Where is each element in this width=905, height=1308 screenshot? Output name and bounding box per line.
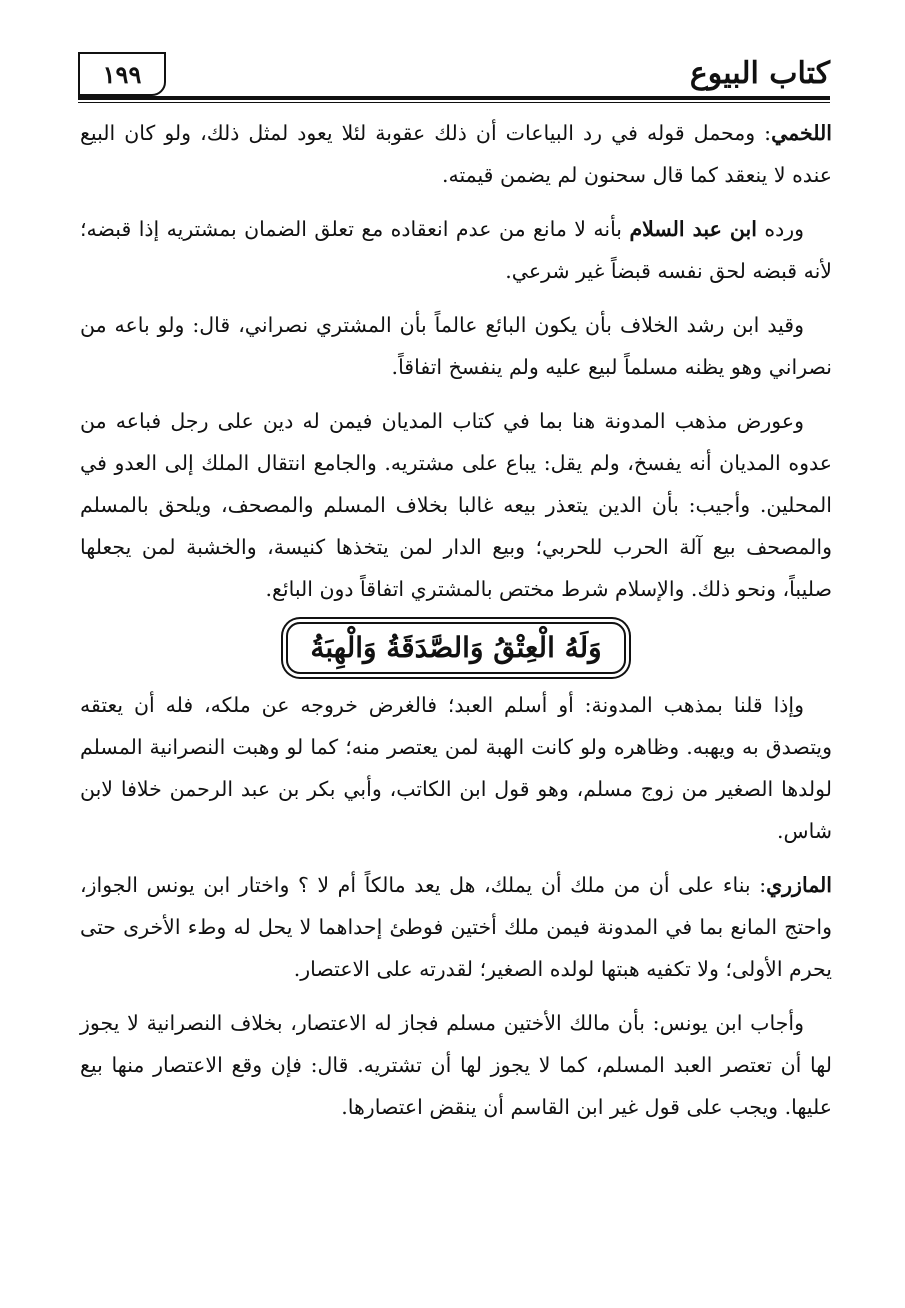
running-title: كتاب البيوع: [689, 56, 830, 91]
paragraph-text: ورده: [756, 217, 805, 241]
paragraph-mudawwana: [80, 684, 832, 852]
scholar-name: ابن عبد السلام: [629, 217, 757, 241]
page-number: ١٩٩: [78, 52, 166, 96]
paragraph-text: : بناء على أن من ملك أن يملك، هل يعد مالكاً أم لا ؟ واختار ابن يونس الجواز، واحتج المانع بما في المدونة فيمن ملك أختين فوطئ إحداهما لا يحل له وطء الأخرى حتى يحرم الأولى؛ ولا تكفيه هبتها لولده الصغير؛ لقدرته على الاعتصار.: [80, 873, 832, 981]
header-rule-thick: [78, 96, 830, 100]
paragraph-mazari: [80, 864, 832, 990]
paragraph-text: : ومحمل قوله في رد البياعات أن ذلك عقوبة لئلا يعود لمثل ذلك، ولو كان البيع عنده لا ينعقد كما قال سحنون لم يضمن قيمته.: [80, 121, 832, 187]
paragraph-ibn-yunus: [80, 1002, 832, 1128]
paragraph-objection: [80, 400, 832, 610]
header-rule-thin: [78, 102, 830, 103]
paragraph-ibn-rushd: [80, 304, 832, 388]
paragraph-text: وإذا قلنا بمذهب المدونة: أو أسلم العبد؛ فالغرض خروجه عن ملكه، فله أن يعتقه ويتصدق به ويهبه. وظاهره ولو كانت الهبة لمن يعتصر منه؛ كما لو وهبت النصرانية المسلم لولدها الصغير من زوج مسلم، وهو قول ابن الكاتب، وأبي بكر بن عبد الرحمن خلافا لابن شاس.: [80, 693, 832, 843]
page-header: [78, 48, 830, 104]
paragraph-ibn-abd-salam: [80, 208, 832, 292]
paragraph-lakhmi: [80, 112, 832, 196]
page-body: [80, 112, 832, 1140]
paragraph-text: بأنه لا مانع من عدم انعقاده مع تعلق الضمان بمشتريه إذا قبضه؛ لأنه قبضه لحق نفسه قبضاً غير شرعي.: [80, 217, 832, 283]
speaker-label: اللخمي: [771, 121, 832, 145]
paragraph-text: وقيد ابن رشد الخلاف بأن يكون البائع عالماً بأن المشتري نصراني، قال: ولو باعه من نصراني وهو يظنه مسلماً لبيع عليه ولم ينفسخ اتفاقاً.: [80, 313, 832, 379]
paragraph-text: وعورض مذهب المدونة هنا بما في كتاب المديان فيمن له دين على رجل فباعه من عدوه المديان أنه يفسخ، ولم يقل: يباع على مشتريه. والجامع انتقال الملك إلى العدو في المحلين. وأجيب: بأن الدين يتعذر بيعه غالبا بخلاف المسلم والمصحف، ويلحق بالمسلم والمصحف بيع آلة الحرب للحربي؛ وبيع الدار لمن يتخذها كنيسة، والخشبة لمن يجعلها صليباً، ونحو ذلك. والإسلام شرط مختص بالمشتري اتفاقاً دون البائع.: [80, 409, 832, 601]
paragraph-text: وأجاب ابن يونس: بأن مالك الأختين مسلم فجاز له الاعتصار، بخلاف النصرانية لا يجوز لها أن تعتصر العبد المسلم، كما لا يجوز لها أن تشتريه. قال: فإن وقع الاعتصار منها بيع عليها. ويجب على قول غير ابن القاسم أن ينقض اعتصارها.: [80, 1011, 832, 1119]
speaker-label: المازري: [766, 873, 832, 897]
section-heading-wrap: [80, 622, 832, 674]
section-heading: وَلَهُ الْعِتْقُ وَالصَّدَقَةُ وَالْهِبَةُ: [286, 622, 625, 674]
